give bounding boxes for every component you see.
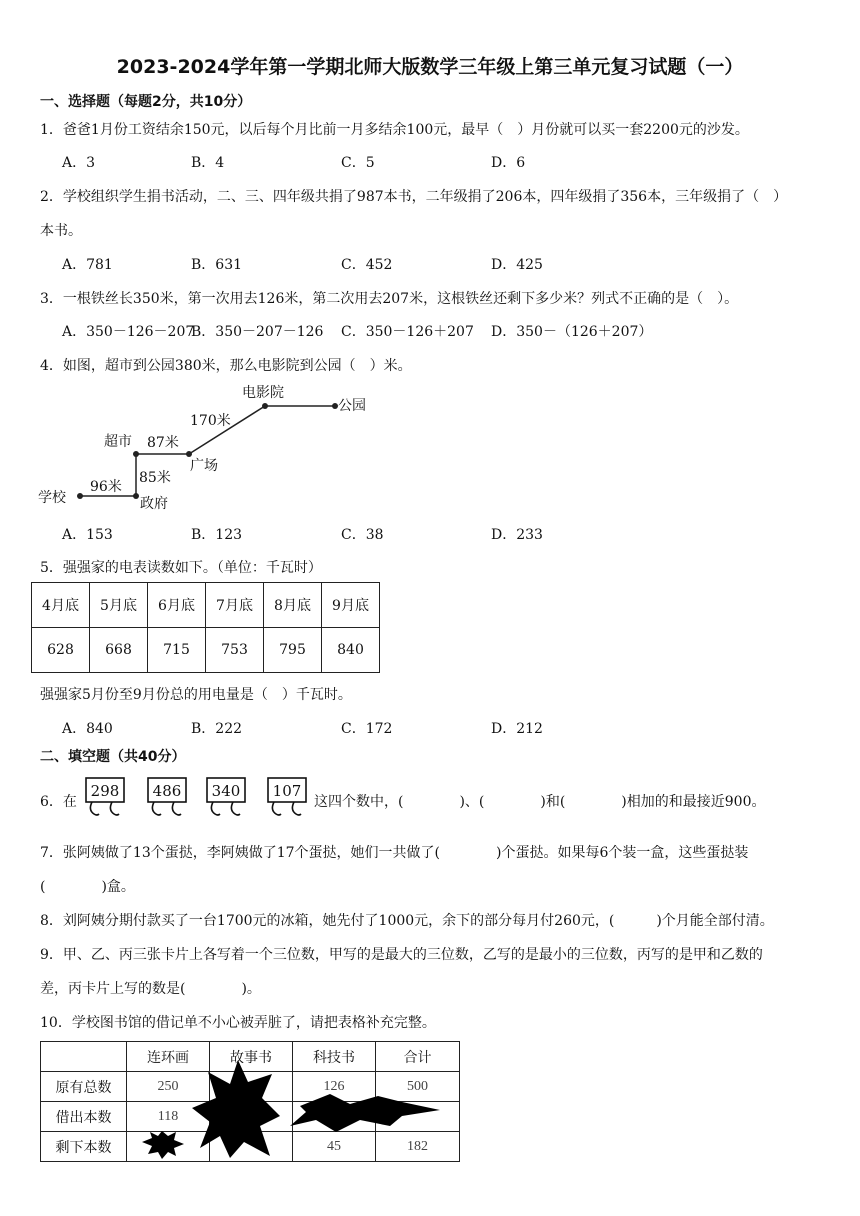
label-square: 广场 [190,458,218,474]
question-2-cont: 本书。 [40,223,82,239]
dist-square-cinema: 170米 [190,413,231,429]
table-cell: 182 [376,1132,460,1162]
supermarket-node [133,451,139,457]
table-header-cell: 连环画 [127,1042,210,1072]
table-cell: 628 [32,628,90,673]
q5-option-d[interactable]: D．212 [491,721,543,737]
table-cell: 840 [322,628,380,673]
table-cell: 753 [206,628,264,673]
table-header-cell: 故事书 [210,1042,293,1072]
table-cell: 668 [90,628,148,673]
question-2: 2．学校组织学生捐书活动，二、三、四年级共捐了987本书，二年级捐了206本，四年级捐了356本，三年级捐了（ ） [40,189,788,205]
table-header-cell: 6月底 [148,583,206,628]
square-node [186,451,192,457]
government-node [133,493,139,499]
table-cell: 45 [293,1132,376,1162]
page-title: 2023-2024学年第一学期北师大版数学三年级上第三单元复习试题（一） [116,56,744,78]
table-cell: 500 [376,1072,460,1102]
q1-option-c[interactable]: C．5 [341,155,375,171]
table-header-cell: 8月底 [264,583,322,628]
table-cell: 118 [127,1102,210,1132]
table-header-cell: 9月底 [322,583,380,628]
number-cards [78,774,314,820]
question-7-cont: ( )盒。 [40,879,135,895]
question-4: 4．如图，超市到公园380米，那么电影院到公园（ ）米。 [40,358,412,374]
q5-option-b[interactable]: B．222 [191,721,243,737]
meter-reading-table [31,582,380,673]
question-3: 3．一根铁丝长350米，第一次用去126米，第二次用去207米，这根铁丝还剩下多少米？列式不正确的是（ ）。 [40,291,739,307]
q4-option-a[interactable]: A．153 [62,527,113,543]
number-card: 340 [211,782,241,800]
table-cell: 250 [127,1072,210,1102]
q4-option-c[interactable]: C．38 [341,527,384,543]
dist-supermarket-square: 87米 [147,435,179,451]
table-row-label: 原有总数 [41,1072,127,1102]
table-row-label: 借出本数 [41,1102,127,1132]
question-10: 10．学校图书馆的借记单不小心被弄脏了，请把表格补充完整。 [40,1015,436,1031]
section-heading-choice: 一、选择题（每题2分，共10分） [40,94,252,110]
route-map [38,378,398,516]
q1-option-b[interactable]: B．4 [191,155,225,171]
table-cell: 715 [148,628,206,673]
question-9: 9．甲、乙、丙三张卡片上各写着一个三位数，甲写的是最大的三位数，乙写的是最小的三位数，丙写的是甲和乙数的 [40,947,763,963]
table-row-label: 剩下本数 [41,1132,127,1162]
question-6: 这四个数中，( )、( )和( )相加的和最接近900。 [314,794,766,810]
question-6-prefix: 6．在 [40,794,77,810]
question-9-cont: 差，丙卡片上写的数是( )。 [40,981,261,997]
table-header-cell: 科技书 [293,1042,376,1072]
q3-option-b[interactable]: B．350－207－126 [191,324,324,340]
question-7: 7．张阿姨做了13个蛋挞，李阿姨做了17个蛋挞，她们一共做了( )个蛋挞。如果每6个装一盒，这些蛋挞装 [40,845,749,861]
q4-option-d[interactable]: D．233 [491,527,543,543]
q2-option-c[interactable]: C．452 [341,257,393,273]
label-government: 政府 [140,496,168,512]
dist-government-supermarket: 85米 [139,470,171,486]
question-1: 1．爸爸1月份工资结余150元，以后每个月比前一月多结余100元，最早（ ）月份就可以买一套2200元的沙发。 [40,122,749,138]
q5-option-c[interactable]: C．172 [341,721,393,737]
q1-option-d[interactable]: D．6 [491,155,526,171]
table-header-cell [41,1042,127,1072]
cinema-node [262,403,268,409]
question-5-ask: 强强家5月份至9月份总的用电量是（ ）千瓦时。 [40,687,352,703]
q2-option-b[interactable]: B．631 [191,257,243,273]
question-5: 5．强强家的电表读数如下。（单位：千瓦时） [40,560,322,576]
q3-option-d[interactable]: D．350－（126＋207） [491,324,653,340]
table-row [32,628,380,673]
q3-option-a[interactable]: A．350－126－207 [62,324,195,340]
table-row [32,583,380,628]
number-card: 298 [90,782,120,800]
label-supermarket: 超市 [104,434,132,450]
label-cinema: 电影院 [242,385,284,401]
label-park: 公园 [338,398,366,414]
question-8: 8．刘阿姨分期付款买了一台1700元的冰箱，她先付了1000元，余下的部分每月付260元，( )个月能全部付清。 [40,913,774,929]
number-card: 486 [152,782,182,800]
table-header-cell: 4月底 [32,583,90,628]
number-card: 107 [272,782,302,800]
q1-option-a[interactable]: A．3 [62,155,96,171]
table-header-cell: 7月底 [206,583,264,628]
table-cell: 795 [264,628,322,673]
q4-option-b[interactable]: B．123 [191,527,243,543]
section-heading-fill: 二、填空题（共40分） [40,749,186,765]
ink-blot-story [192,1060,280,1158]
q3-option-c[interactable]: C．350－126＋207 [341,324,474,340]
label-school: 学校 [38,490,66,506]
school-node [77,493,83,499]
q5-option-a[interactable]: A．840 [62,721,113,737]
q2-option-a[interactable]: A．781 [62,257,113,273]
table-header-cell: 合计 [376,1042,460,1072]
q2-option-d[interactable]: D．425 [491,257,543,273]
ink-blots [140,1060,460,1160]
table-cell: 126 [293,1072,376,1102]
ink-blot-comics [142,1131,184,1159]
dist-school-government: 96米 [90,479,122,495]
table-header-cell: 5月底 [90,583,148,628]
ink-blot-borrowed [290,1094,440,1132]
